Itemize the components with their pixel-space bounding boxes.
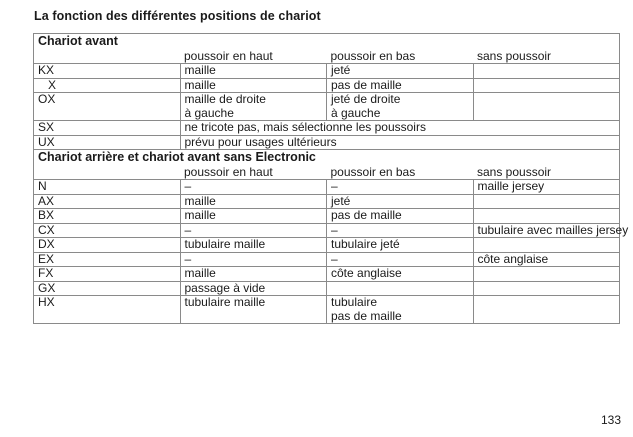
cell-poussoir-en-haut xyxy=(180,64,327,79)
column-header: poussoir en bas xyxy=(327,50,474,64)
cell-poussoir-en-bas xyxy=(327,194,474,209)
cell-line: tubulaire jeté xyxy=(331,237,400,251)
cell-sans-poussoir xyxy=(473,209,620,224)
cell-line: – xyxy=(331,222,338,237)
cell-line: pas de maille xyxy=(331,308,402,323)
cell-poussoir-en-bas xyxy=(327,281,474,296)
cell-sans-poussoir xyxy=(473,238,620,253)
merged-description: prévu pour usages ultérieurs xyxy=(180,135,620,150)
position-code: BX xyxy=(34,209,181,224)
cell-line: maille xyxy=(184,77,216,92)
cell-poussoir-en-haut xyxy=(180,209,327,224)
cell-line: – xyxy=(184,179,192,193)
cell-line: tubulaire avec mailles jersey xyxy=(477,222,629,237)
table-row xyxy=(34,209,620,224)
cell-poussoir-en-haut xyxy=(180,78,327,93)
cell-poussoir-en-haut xyxy=(180,296,327,324)
cell-poussoir-en-haut xyxy=(180,252,327,267)
cell-sans-poussoir xyxy=(473,267,620,282)
cell-sans-poussoir xyxy=(473,64,620,79)
column-header xyxy=(34,166,181,180)
cell-line: pas de maille xyxy=(331,208,402,222)
table-row xyxy=(34,135,620,150)
table-row xyxy=(34,267,620,282)
cell-poussoir-en-bas xyxy=(327,296,474,324)
column-header: sans poussoir xyxy=(473,50,620,64)
table-row xyxy=(34,194,620,209)
cell-line: côte anglaise xyxy=(477,251,549,266)
position-code: SX xyxy=(34,121,181,136)
column-header xyxy=(34,50,181,64)
cell-poussoir-en-haut xyxy=(180,223,327,238)
position-code: N xyxy=(34,180,181,195)
cell-line: – xyxy=(184,222,192,237)
cell-sans-poussoir xyxy=(473,93,620,121)
cell-poussoir-en-haut xyxy=(180,238,327,253)
page-title: La fonction des différentes positions de chariot xyxy=(34,9,321,23)
cell-line: maille xyxy=(184,193,216,208)
position-code: X xyxy=(34,78,181,93)
cell-poussoir-en-bas xyxy=(327,180,474,195)
table-row xyxy=(34,281,620,296)
column-header: poussoir en haut xyxy=(180,166,327,180)
cell-poussoir-en-bas xyxy=(327,223,474,238)
cell-sans-poussoir xyxy=(473,222,629,238)
cell-line: à gauche xyxy=(331,105,381,120)
cell-line: – xyxy=(331,179,338,193)
cell-line: à gauche xyxy=(184,105,234,120)
cell-poussoir-en-haut xyxy=(180,267,327,282)
cell-line: tubulaire xyxy=(331,295,378,309)
cell-sans-poussoir xyxy=(473,78,620,93)
table-row xyxy=(34,223,620,238)
table-row xyxy=(34,93,620,121)
table-row xyxy=(34,296,620,324)
position-code: AX xyxy=(34,194,181,209)
table-body xyxy=(34,34,629,324)
cell-line: maille xyxy=(184,266,216,280)
cell-poussoir-en-bas xyxy=(327,209,474,224)
position-code: CX xyxy=(34,223,181,238)
position-code: UX xyxy=(34,135,181,150)
cell-line: tubulaire maille xyxy=(184,295,266,309)
position-code: DX xyxy=(34,238,181,253)
cell-poussoir-en-bas xyxy=(327,78,474,93)
table-row xyxy=(34,238,620,253)
cell-poussoir-en-bas xyxy=(327,238,474,253)
cell-line: – xyxy=(184,251,192,266)
cell-sans-poussoir xyxy=(473,252,620,267)
cell-sans-poussoir xyxy=(473,296,620,324)
section-heading: Chariot avant xyxy=(34,34,620,50)
section-heading-row xyxy=(34,150,620,166)
cell-sans-poussoir xyxy=(473,281,620,296)
position-code: FX xyxy=(34,267,181,282)
column-header: poussoir en bas xyxy=(327,166,474,180)
table-row xyxy=(34,78,620,93)
table-row xyxy=(34,180,620,195)
cell-line: maille jersey xyxy=(477,179,545,193)
cell-line: maille xyxy=(184,63,216,77)
cell-poussoir-en-haut xyxy=(180,180,327,195)
cell-poussoir-en-haut xyxy=(180,194,327,209)
position-code: GX xyxy=(34,281,181,296)
cell-sans-poussoir xyxy=(473,194,620,209)
section-heading-row xyxy=(34,34,620,50)
cell-line: tubulaire maille xyxy=(184,237,266,251)
section-heading: Chariot arrière et chariot avant sans Electronic xyxy=(34,150,620,166)
cell-line: – xyxy=(331,251,338,266)
cell-poussoir-en-bas xyxy=(327,64,474,79)
cell-line: jeté de droite xyxy=(331,92,401,106)
table-row xyxy=(34,252,620,267)
cell-line: jeté xyxy=(331,193,351,208)
page-number: 133 xyxy=(600,413,621,427)
cell-poussoir-en-bas xyxy=(327,267,474,282)
position-code: HX xyxy=(34,296,181,324)
cell-line: côte anglaise xyxy=(331,266,402,280)
column-header-row xyxy=(34,166,620,180)
cell-poussoir-en-bas xyxy=(327,252,474,267)
table-row xyxy=(34,64,620,79)
position-code: EX xyxy=(34,252,181,267)
cell-line: passage à vide xyxy=(184,280,266,295)
column-header-row xyxy=(34,50,620,64)
cell-line: jeté xyxy=(331,63,351,77)
cell-sans-poussoir xyxy=(473,180,620,195)
column-header: poussoir en haut xyxy=(180,50,327,64)
position-code: KX xyxy=(34,64,181,79)
cell-line: pas de maille xyxy=(331,77,402,92)
cell-poussoir-en-bas xyxy=(327,93,474,121)
position-code: OX xyxy=(34,93,181,121)
cell-poussoir-en-haut xyxy=(180,93,327,121)
cell-poussoir-en-haut xyxy=(180,281,327,296)
table-row xyxy=(34,121,620,136)
merged-description: ne tricote pas, mais sélectionne les poussoirs xyxy=(180,121,620,136)
carriage-position-table xyxy=(33,33,629,324)
column-header: sans poussoir xyxy=(473,166,620,180)
cell-line: maille xyxy=(184,208,216,222)
cell-line: maille de droite xyxy=(184,92,266,106)
